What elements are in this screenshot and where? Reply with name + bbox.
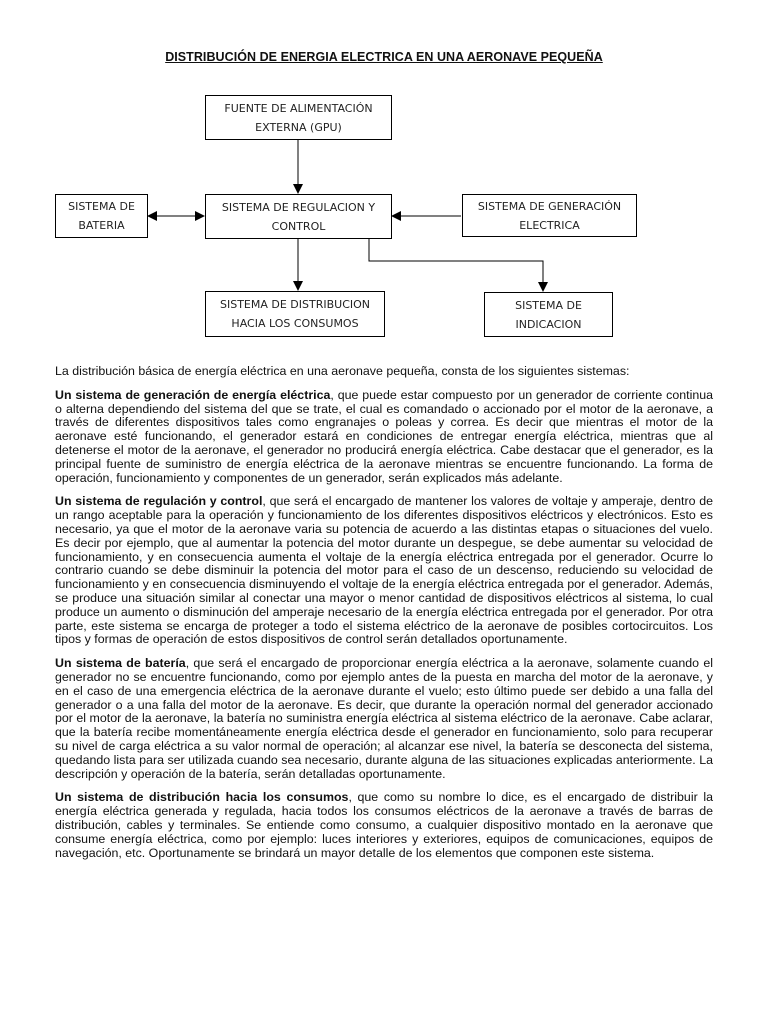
box-label: SISTEMA DE [68,200,135,213]
intro-paragraph: La distribución básica de energía eléctrica en una aeronave pequeña, consta de los siguientes sistemas: [55,364,630,378]
section-heading: Un sistema de generación de energía eléctrica [55,387,331,402]
section-distribution [55,791,713,860]
box-label: FUENTE DE ALIMENTACIÓN [224,101,373,115]
document-body [55,365,713,870]
box-distribution-system [205,291,385,337]
section-battery [55,657,713,781]
box-label: SISTEMA DE DISTRIBUCION [219,298,371,311]
section-heading: Un sistema de distribución hacia los consumos [55,790,349,805]
section-heading: Un sistema de batería [55,656,186,671]
section-generation [55,389,713,486]
section-text: , que como su nombre lo dice, es el encargado de distribuir la energía eléctrica generada y regulada, hacia todos los consumos eléctricos de la aeronave a través de barras de distribución, cables y terminales. Se entiende como consumo, a cualquier dispositivo montado en la aeronave que consume energía eléctrica, como por ejemplo: luces interiores y exteriores, equipos de comunicaciones, equipos de navegación, etc. Oportunamente se brindará un mayor detalle de los elementos que componen este sistema. [55,790,713,860]
box-label: HACIA LOS CONSUMOS [231,317,359,330]
section-heading: Un sistema de regulación y control [55,494,263,509]
box-label: EXTERNA (GPU) [255,120,342,134]
box-label: SISTEMA DE REGULACION Y [221,200,376,214]
arrow-regulation-to-indication [369,238,543,291]
box-label: BATERIA [78,219,125,232]
box-label: CONTROL [271,219,326,233]
section-text: , que puede estar compuesto por un generador de corriente continua o alterna dependiendo del sistema del que se trate, el cual es comandado o accionado por el motor de la aeronave, a través de diferentes dispositivos tales como engranajes o poleas y correa. Es decir que mientras el motor de la aeronave esté funcionando, el generador estará en condiciones de entregar energía eléctrica, mientras que al detenerse el motor de la aeronave, el generador no producirá energía eléctrica. Cabe destacar que el generador, es la principal fuente de suministro de energía eléctrica de la aeronave mientras se encuentre funcionando. La forma de operación, funcionamiento y componentes de un generador, serán explicados más adelante. [55,387,714,485]
box-regulation-control [205,194,392,239]
box-label: SISTEMA DE GENERACIÓN [477,199,622,213]
section-text: , que será el encargado de mantener los valores de voltaje y amperaje, dentro de un rango aceptable para la operación y funcionamiento de los diferentes dispositivos eléctricos y electrónicos. Esto es necesario, ya que el motor de la aeronave varia su potencia de acuerdo a las distintas etapas o situaciones del vuelo. Es decir por ejemplo, que al aumentar la potencia del motor durante un despegue, se debe aumentar su velocidad de funcionamiento, y en consecuencia aumenta el voltaje de la energía eléctrica entregada por el generador. Ocurre lo contrario cuando se debe disminuir la potencia del motor para el caso de un descenso, reduciendo su velocidad de funcionamiento y en consecuencia disminuyendo el voltaje de la energía eléctrica entregada por el generador. Además, se produce una situación similar al conectar una mayor o menor cantidad de dispositivos eléctricos al sistema, lo cual produce un aumento o disminución del amperaje necesario de la energía eléctrica entregada por el generador. Por otra parte, este sistema se encarga de proteger a todo el sistema eléctrico de la aeronave de posibles cortocircuitos. Los tipos y formas de operación de estos dispositivos de control serán detallados oportunamente. [55,494,714,647]
box-battery-system [55,194,148,238]
power-distribution-diagram [0,0,768,350]
box-label: ELECTRICA [519,218,580,232]
section-regulation [55,495,713,647]
box-indication-system [484,292,613,337]
section-text: , que será el encargado de proporcionar energía eléctrica a la aeronave, solamente cuando el generador no se encuentre funcionando, como por ejemplo antes de la puesta en marcha del motor de la aeronave, y en el caso de una emergencia eléctrica de la aeronave durante el vuelo; esto último puede ser debido a una falla del generador o a una falla del motor de la aeronave. Es decir, que durante la operación normal del generador accionado por el motor de la aeronave, la batería no suministra energía eléctrica al sistema eléctrico de la aeronave. Cabe aclarar, que la batería recibe momentáneamente energía eléctrica desde el generador en funcionamiento, solo para recuperar su nivel de carga eléctrica a su valor normal de operación; al alcanzar ese nivel, la batería se desconecta del sistema, quedando lista para ser utilizada cuando sea necesario, durante alguna de las situaciones explicadas anteriormente. La descripción y operación de la batería, serán detalladas oportunamente. [55,656,714,781]
box-generation-system [462,194,637,237]
box-label: INDICACION [515,317,582,331]
box-label: SISTEMA DE [515,298,582,312]
box-external-power-gpu [205,95,392,140]
document-title: DISTRIBUCIÓN DE ENERGIA ELECTRICA EN UNA AERONAVE PEQUEÑA [165,50,603,64]
